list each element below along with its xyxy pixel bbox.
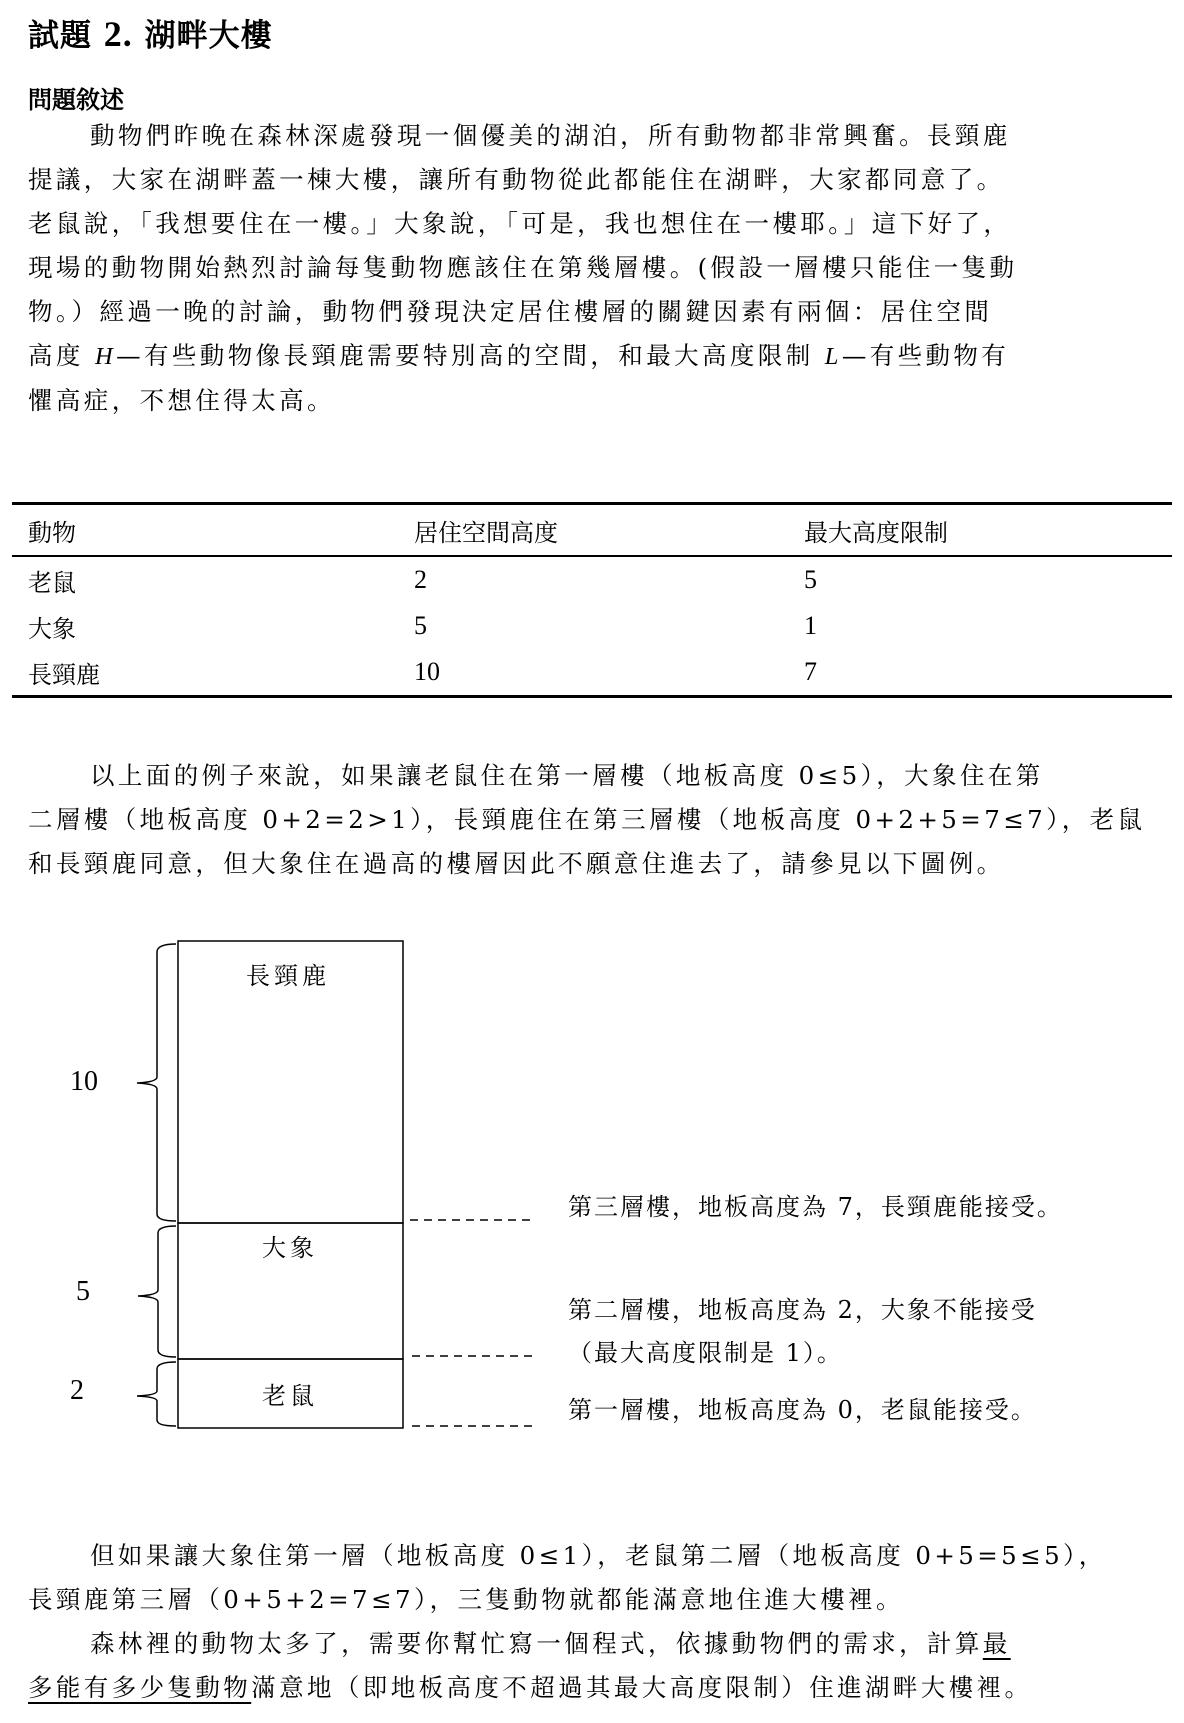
cell-max-height: 1 [804, 611, 817, 640]
note-floor3: 第三層樓，地板高度為 7，長頸鹿能接受。 [568, 1193, 1063, 1221]
example-line: 和長頸鹿同意，但大象住在過高的樓層因此不願意住進去了，請參見以下圖例。 [28, 849, 1005, 878]
floor-diagram [0, 930, 1184, 1450]
table-header-row [12, 504, 1172, 557]
cell-max-height: 7 [788, 649, 1172, 697]
mouse-label: 老鼠 [262, 1382, 318, 1410]
title-prefix: 試題 [28, 18, 92, 54]
cell-space-height: 5 [414, 611, 427, 640]
emphasis-text: 多能有多少隻動物 [28, 1673, 252, 1702]
header-space-height: 居住空間高度 [398, 504, 788, 557]
emphasis-text: 最 [982, 1629, 1011, 1658]
giraffe-label: 長頸鹿 [246, 962, 330, 990]
note-floor2: 第二層樓，地板高度為 2，大象不能接受 [568, 1296, 1037, 1324]
cell-space-height: 10 [398, 649, 788, 697]
header-animal: 動物 [12, 504, 398, 557]
note-floor1: 第一層樓，地板高度為 0，老鼠能接受。 [568, 1396, 1037, 1424]
variable-l: L [824, 343, 842, 370]
example-line: 以上面的例子來說，如果讓老鼠住在第一層樓（地板高度 0≤5），大象住在第 [90, 761, 1044, 790]
brace-mouse [137, 1362, 176, 1426]
brace-label-giraffe: 10 [70, 1066, 98, 1097]
title-text: 湖畔大樓 [144, 18, 273, 54]
conclusion-text: 森林裡的動物太多了，需要你幫忙寫一個程式，依據動物們的需求，計算 [90, 1629, 983, 1658]
intro-line: 懼高症，不想住得太高。 [28, 386, 335, 415]
brace-giraffe [137, 944, 176, 1221]
intro-line: 物。）經過一晚的討論，動物們發現決定居住樓層的關鍵因素有兩個：居住空間 [28, 297, 993, 326]
variable-h: H [95, 343, 117, 370]
brace-elephant [138, 1226, 176, 1357]
table-row [12, 603, 1172, 649]
conclusion-line [28, 1622, 1158, 1666]
animal-table [12, 502, 1172, 698]
cell-animal: 大象 [28, 614, 76, 643]
conclusion-text: 滿意地（即地板高度不超過其最大高度限制）住進湖畔大樓裡。 [251, 1673, 1033, 1702]
page-title [28, 10, 273, 55]
example-line: 二層樓（地板高度 0+2=2>1），長頸鹿住在第三層樓（地板高度 0+2+5=7≤7），老鼠 [28, 805, 1146, 834]
intro-line: 老鼠說，「我想要住在一樓。」大象說，「可是，我也想住在一樓耶。」這下好了， [28, 209, 1012, 238]
intro-line: 現場的動物開始熱烈討論每隻動物應該住在第幾層樓。(假設一層樓只能住一隻動 [28, 253, 1018, 282]
brace-label-elephant: 5 [76, 1276, 90, 1307]
intro-line [28, 334, 1158, 379]
intro-text: 高度 [28, 341, 95, 370]
cell-space-height: 2 [414, 565, 427, 594]
section-heading: 問題敘述 [28, 85, 124, 114]
intro-line: 動物們昨晚在森林深處發現一個優美的湖泊，所有動物都非常興奮。長頸鹿 [90, 121, 1011, 150]
conclusion-line: 長頸鹿第三層（0+5+2=7≤7），三隻動物就都能滿意地住進大樓裡。 [28, 1585, 904, 1614]
title-number: 2. [103, 14, 133, 54]
conclusion-paragraph [28, 1534, 1158, 1710]
intro-line: 提議，大家在湖畔蓋一棟大樓，讓所有動物從此都能住在湖畔，大家都同意了。 [28, 165, 1005, 194]
conclusion-line [28, 1666, 1158, 1710]
header-max-height: 最大高度限制 [788, 504, 1172, 557]
cell-animal: 長頸鹿 [12, 649, 398, 697]
table-row [12, 556, 1172, 603]
cell-animal: 老鼠 [28, 568, 76, 597]
intro-text: —有些動物有 [841, 341, 1010, 370]
table-row [12, 649, 1172, 697]
intro-paragraph [28, 114, 1158, 423]
example-paragraph [28, 754, 1158, 886]
brace-label-mouse: 2 [70, 1375, 84, 1406]
intro-text: —有些動物像長頸鹿需要特別高的空間，和最大高度限制 [116, 341, 825, 370]
conclusion-line: 但如果讓大象住第一層（地板高度 0≤1），老鼠第二層（地板高度 0+5=5≤5）， [90, 1541, 1107, 1570]
note-floor2-detail: （最大高度限制是 1）。 [568, 1339, 843, 1367]
cell-max-height: 5 [804, 565, 817, 594]
elephant-label: 大象 [262, 1234, 318, 1262]
